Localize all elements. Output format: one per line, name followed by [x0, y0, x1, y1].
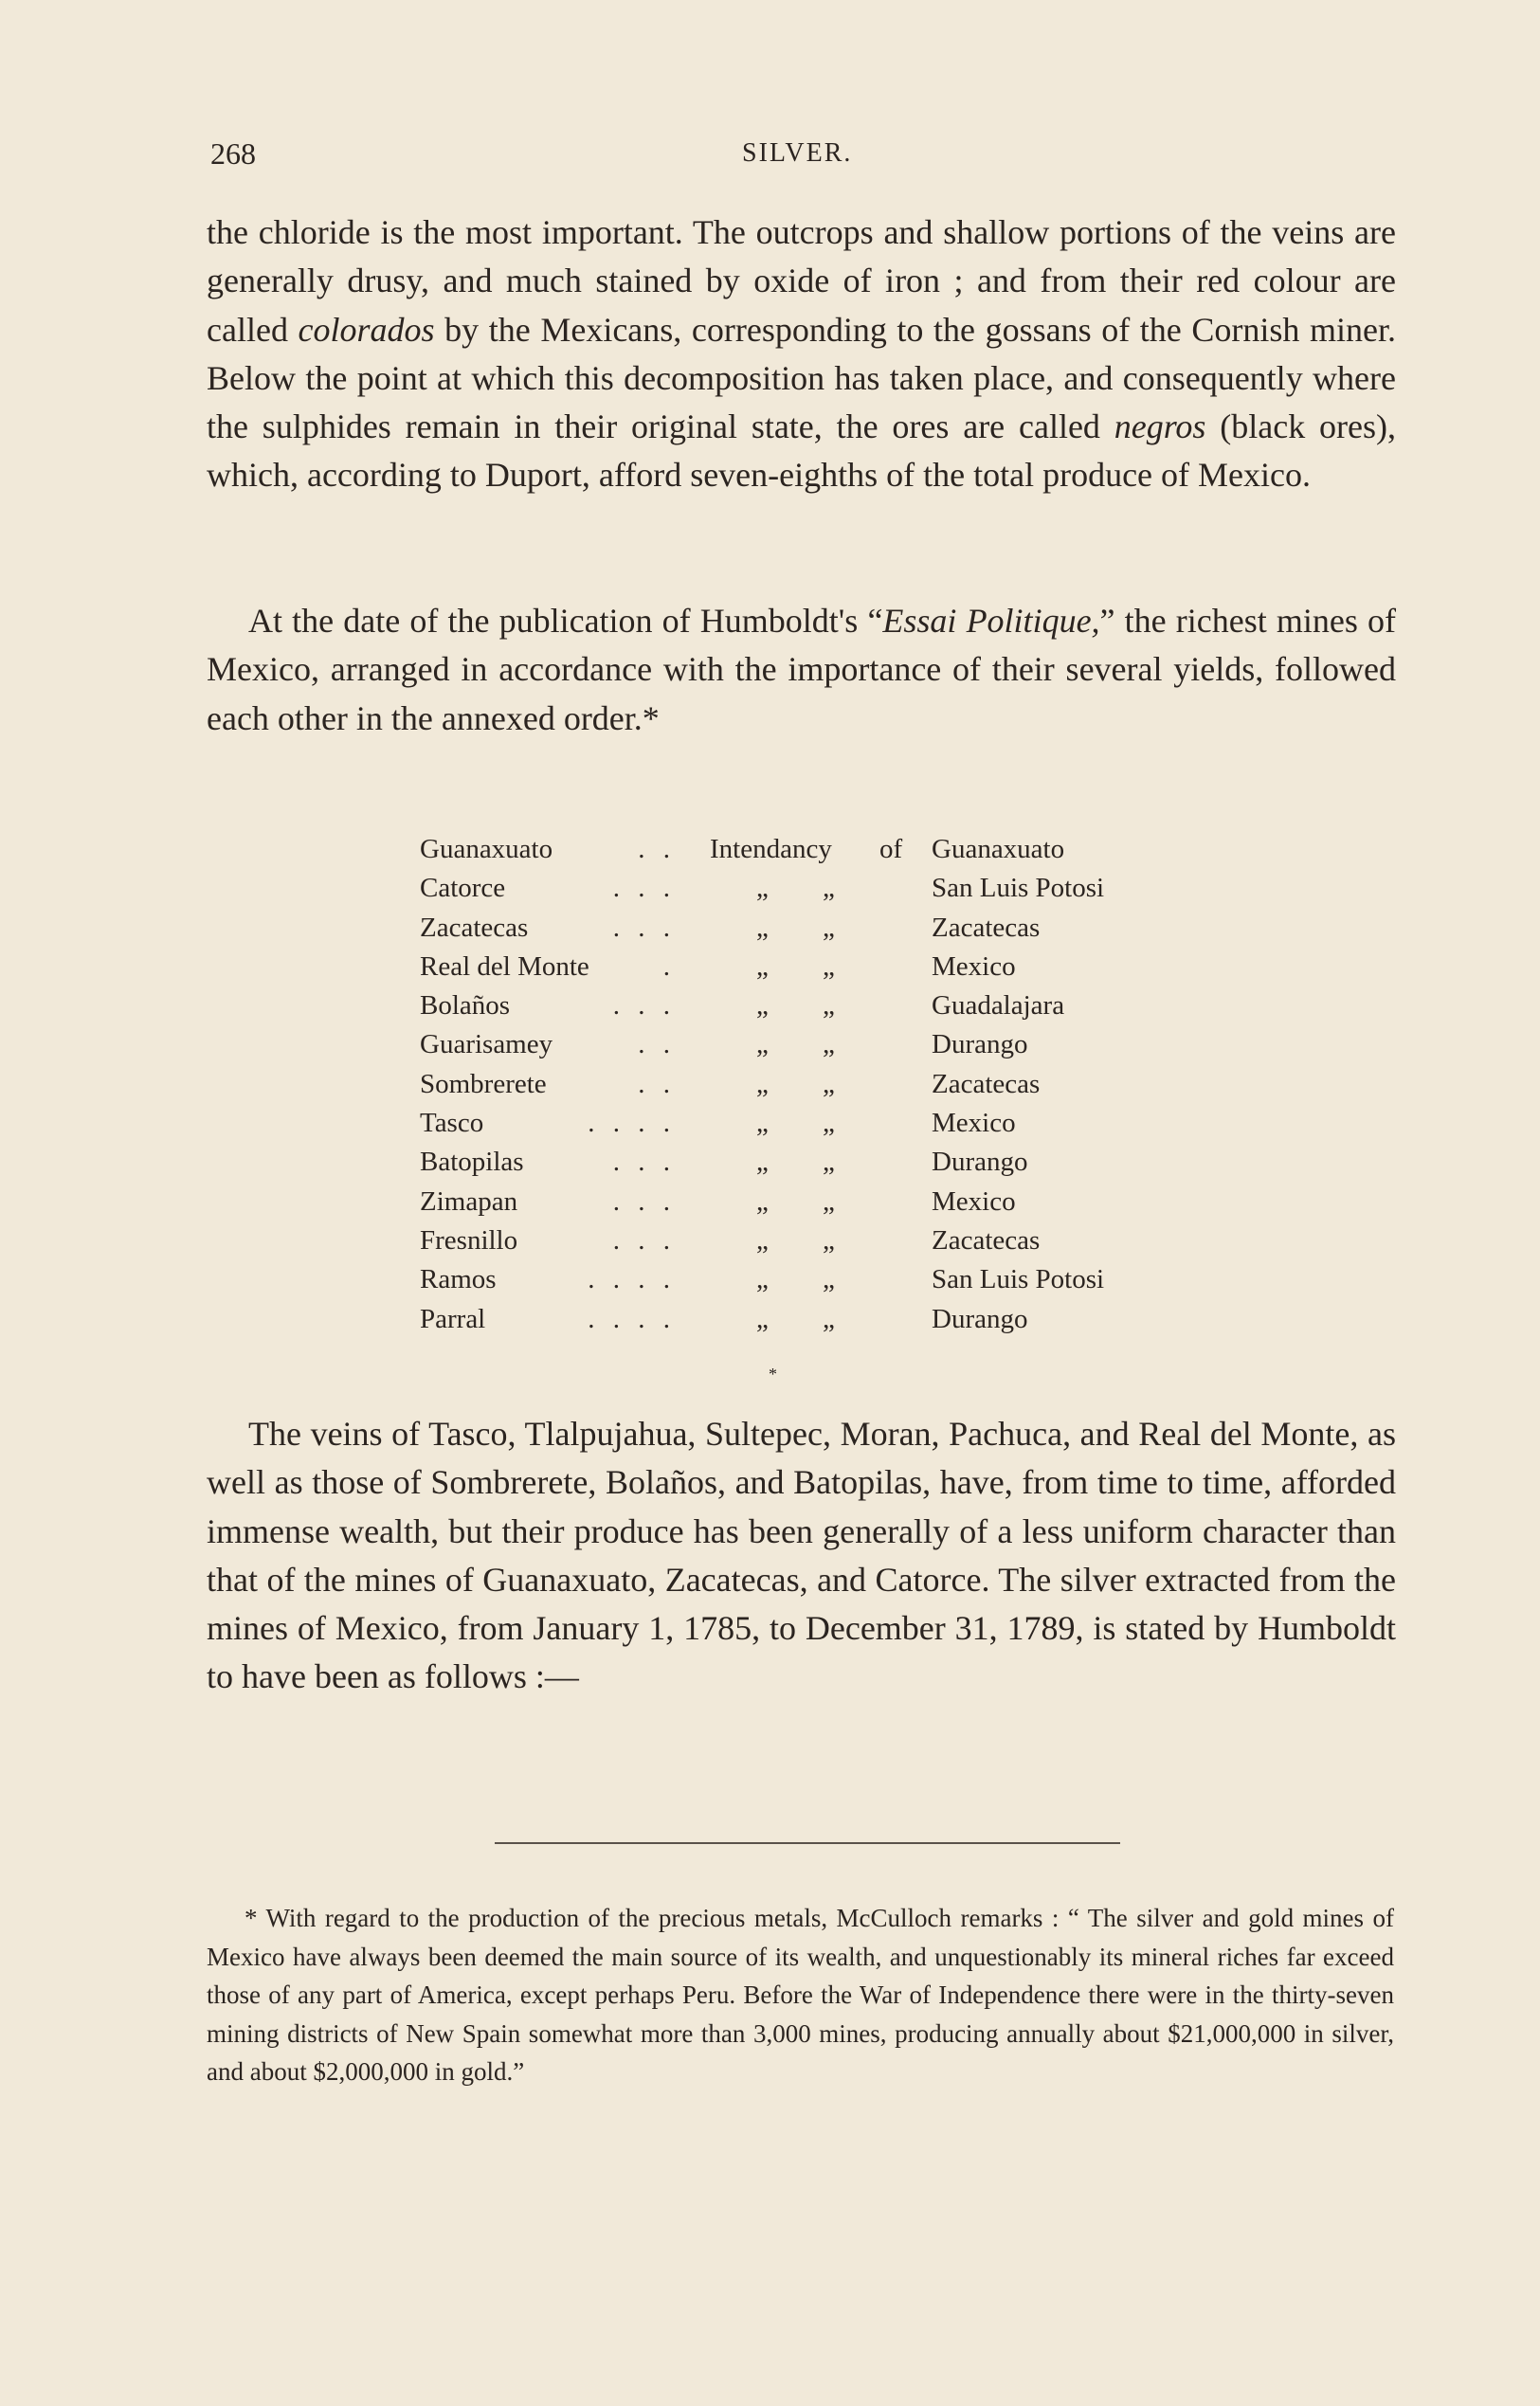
leader-dots: . . .: [612, 1224, 676, 1256]
intendancy-name: Durango: [932, 1147, 1028, 1178]
ditto-mark: „: [756, 1224, 769, 1256]
stray-asterisk: *: [769, 1365, 777, 1384]
mine-name: Ramos: [420, 1264, 497, 1295]
intendancy-name: Zacatecas: [932, 912, 1041, 943]
ditto-mark: „: [823, 873, 835, 904]
ditto-mark: „: [823, 950, 835, 982]
leader-dots: . . .: [612, 990, 676, 1022]
mine-name: Zacatecas: [420, 912, 529, 943]
paragraph-1: [207, 208, 1396, 500]
intendancy-name: Zacatecas: [932, 1068, 1041, 1099]
paragraph-1-text-c: (black ores), which, according to Duport, afford seven-eighths of the total produce of Mexico.: [207, 407, 1396, 495]
ditto-mark: „: [823, 1303, 835, 1334]
leader-dots: . .: [638, 1068, 676, 1099]
intendancy-name: Mexico: [932, 950, 1016, 982]
mine-name: Guanaxuato: [420, 834, 553, 864]
intendancy-name: Durango: [932, 1029, 1028, 1060]
intendancy-name: Mexico: [932, 1185, 1016, 1217]
ditto-mark: „: [823, 912, 835, 943]
ditto-mark: „: [756, 990, 769, 1022]
term-colorados: colorados: [298, 310, 435, 349]
intendancy-name: San Luis Potosi: [932, 1264, 1105, 1295]
running-head: SILVER.: [742, 138, 853, 168]
leader-dots: . . . .: [588, 1108, 676, 1139]
ditto-mark: „: [823, 1264, 835, 1295]
leader-dots: . .: [638, 1029, 676, 1060]
mine-name: Parral: [420, 1303, 486, 1334]
ditto-mark: „: [756, 1264, 769, 1295]
leader-dots: . . . .: [588, 1264, 676, 1295]
ditto-mark: „: [756, 950, 769, 982]
ditto-mark: „: [823, 1224, 835, 1256]
footnote-rule: [495, 1842, 1120, 1844]
leader-dots: . . .: [612, 873, 676, 904]
paragraph-2-text-b: ” the richest mines of Mexico, arranged in accordance with the importance of their several yields, followed each other in the annexed order.*: [207, 602, 1396, 737]
ditto-mark: „: [756, 1068, 769, 1099]
ditto-mark: „: [823, 1147, 835, 1178]
intendancy-name: Zacatecas: [932, 1224, 1041, 1256]
intendancy-name: Mexico: [932, 1108, 1016, 1139]
mine-name: Batopilas: [420, 1147, 524, 1178]
ditto-mark: „: [823, 1068, 835, 1099]
intendancy-name: Guadalajara: [932, 990, 1065, 1022]
footnote: * With regard to the production of the precious metals, McCulloch remarks : “ The silver and gold mines of Mexico have always been deemed the main source of its wealth, and unquestionably its mineral riches far exceed those of any part of America, except perhaps Peru. Before the War of Independence there were in the thirty-seven mining districts of New Spain somewhat more than 3,000 mines, producing annually about $21,000,000 in silver, and about $2,000,000 in gold.”: [207, 1904, 1394, 2086]
ditto-mark: „: [823, 1185, 835, 1217]
mine-name: Zimapan: [420, 1185, 518, 1217]
book-title: Essai Politique,: [882, 602, 1100, 640]
of-label: of: [879, 834, 903, 864]
paragraph-2-text-a: At the date of the publication of Humboldt's “: [248, 602, 883, 640]
ditto-mark: „: [823, 1108, 835, 1139]
leader-dots: . . .: [612, 1147, 676, 1178]
leader-dots: . . .: [612, 1185, 676, 1217]
paragraph-2: [207, 597, 1396, 743]
ditto-mark: „: [756, 1147, 769, 1178]
ditto-mark: „: [823, 990, 835, 1022]
ditto-mark: „: [823, 1029, 835, 1060]
ditto-mark: „: [756, 873, 769, 904]
mine-name: Tasco: [420, 1108, 484, 1139]
ditto-mark: „: [756, 1108, 769, 1139]
paragraph-1-text-b: by the Mexicans, corresponding to the gossans of the Cornish miner. Below the point at which this decomposition has taken place, and consequently where the sulphides remain in their original state, the ores are called: [207, 310, 1396, 446]
paragraph-1-text-a: the chloride is the most important. The outcrops and shallow portions of the veins are generally drusy, and much stained by oxide of iron ; and from their red colour are called: [207, 213, 1396, 349]
intendancy-name: Guanaxuato: [932, 834, 1065, 864]
ditto-mark: „: [756, 912, 769, 943]
leader-dots: . . . .: [588, 1303, 676, 1334]
leader-dots: . .: [638, 834, 676, 864]
mine-name: Fresnillo: [420, 1224, 518, 1256]
ditto-mark: „: [756, 1303, 769, 1334]
ditto-mark: „: [756, 1029, 769, 1060]
mine-name: Bolaños: [420, 990, 511, 1022]
mine-name: Sombrerete: [420, 1068, 547, 1099]
mine-name: Catorce: [420, 873, 506, 904]
mine-name: Guarisamey: [420, 1029, 553, 1060]
paragraph-3: The veins of Tasco, Tlalpujahua, Sultepec, Moran, Pachuca, and Real del Monte, as well as those of Sombrerete, Bolaños, and Batopilas, have, from time to time, afforded immense wealth, but their produce has been generally of a less uniform character than that of the mines of Guanaxuato, Zacatecas, and Catorce. The silver extracted from the mines of Mexico, from January 1, 1785, to December 31, 1789, is stated by Humboldt to have been as follows :—: [207, 1415, 1396, 1696]
intendancy-name: San Luis Potosi: [932, 873, 1105, 904]
intendancy-label: Intendancy: [710, 834, 832, 864]
intendancy-name: Durango: [932, 1303, 1028, 1334]
ditto-mark: „: [756, 1185, 769, 1217]
leader-dots: . . .: [612, 912, 676, 943]
term-negros: negros: [1114, 407, 1206, 446]
mine-name: Real del Monte: [420, 950, 589, 982]
leader-dots: .: [662, 950, 676, 982]
page-number: 268: [210, 136, 256, 171]
